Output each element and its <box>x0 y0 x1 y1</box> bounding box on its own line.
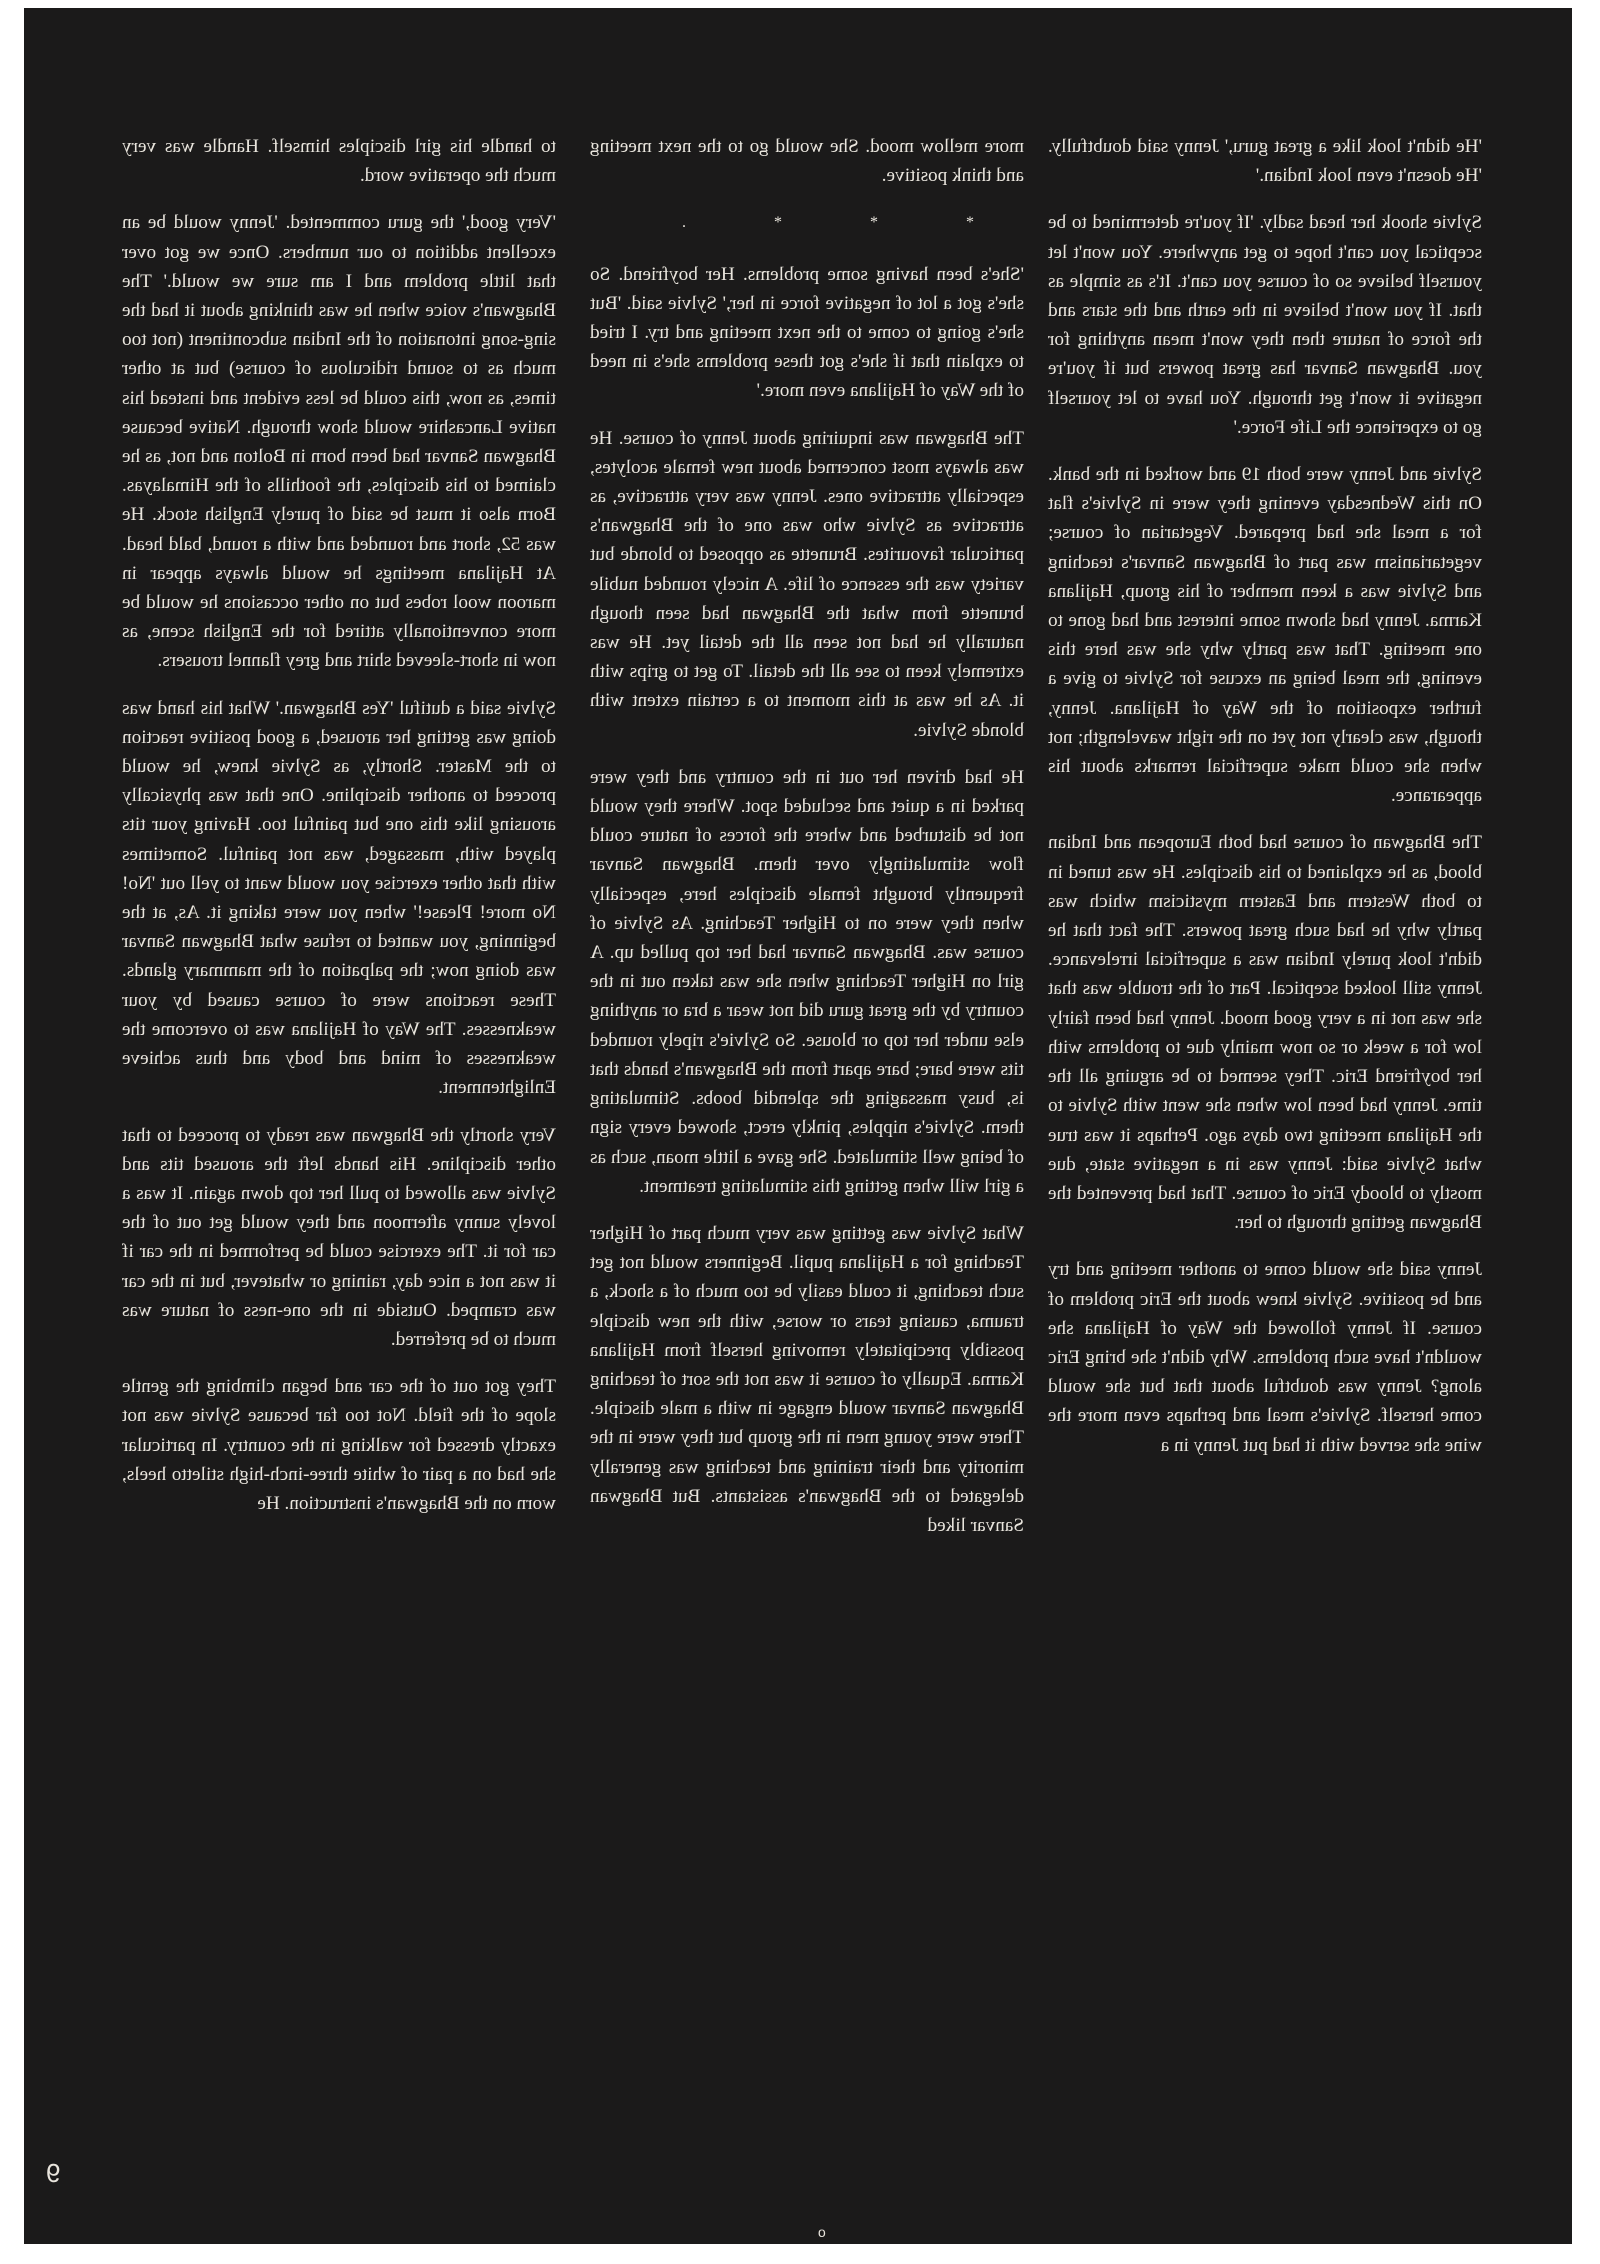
paragraph: Very shortly the Bhagwan was ready to proceed to that other discipline. His hands left the aroused tits and Sylvie was allowed to pull her top down again. It was a lovely sunny afternoon and they would get out of the car for it. The exercise could be performed in the car if it was not a nice day, raining or whatever, but in the car was cramped. Outside in the one-ness of nature was much to be preferred. <box>122 1124 556 1350</box>
section-separator: * * * . <box>640 214 974 232</box>
paragraph: What Sylvie was getting was very much part of Higher Teaching for a Hajilana pupil. Beginners would not get such teaching, it could easily be too much of a shock, a trauma, causing tears or worse, with the new disciple possibly precipitately removing herself from Hajilana Karma. Equally of course it was not the sort of teaching Bhagwan Sanvar would engage in with a male disciple. There were young men in the group but they were in the minority and their training and teaching was generally delegated to the Bhagwan's assistants. But Bhagwan Sanvar liked <box>590 1222 1024 1536</box>
page-number: 9 <box>46 2158 61 2188</box>
paragraph: Sylvie and Jenny were both 19 and worked in the bank. On this Wednesday evening they were in Sylvie's flat for a meal she had prepared. Vegetarian of course; vegetarianism was part of Bhagwan Sanvar's teaching and Sylvie was a keen member of his group, Hajilana Karma. Jenny had shown some interest and had gone to one meeting. That was partly why she was here this evening, the meal being an excuse for Sylvie to give a further exposition of the Way of Hajilana. Jenny, though, was clearly not yet on the right wavelength; not when she could make superficial remarks about his appearance. <box>1048 464 1482 807</box>
paragraph: The Bhagwan was inquiring about Jenny of course. He was always most concerned about new female acolytes, especially attractive ones. Jenny was very attractive, as attractive as Sylvie who was one of the Bhagwan's particular favourites. Brunette as opposed to blonde but variety was the essence of life. A nicely rounded nubile brunette from what the Bhagwan had seen though naturally he had not seen all the detail yet. He was extremely keen to see all the detail. To get to grips with it. As he was at this moment to a certain extent with blonde Sylvie. <box>590 427 1024 741</box>
text-column-3 <box>122 132 556 2130</box>
paragraph: The Bhagwan of course had both European and Indian blood, as he explained to his disciples. He was tuned in to both Western and Eastern mysticism which was partly why he had such great powers. The fact that he didn't look purely Indian was a superficial irrelevance. Jenny still looked sceptical. Part of the trouble was that she was not in a very good mood. Jenny had been fairly low for a week or so now mainly due to problems with her boyfriend Eric. They seemed to be arguing all the time. Jenny had been low when she went with Sylvie to the Hajilana meeting two days ago. Perhaps it was true what Sylvie said: Jenny was in a negative state, due mostly to bloody Eric of course. That had prevented the Bhagwan getting through to her. <box>1048 832 1482 1234</box>
paragraph: Sylvie said a dutiful 'Yes Bhagwan.' What his hand was doing was getting her aroused, a good positive reaction to the Master. Shortly, as Sylvie knew, he would proceed to another discipline. One that was physically arousing like this one but painful too. Having your tits played with, massaged, was not painful. Sometimes with that other exercise you would want to yell out 'No! No more! Please!' when you were taking it. As, at the beginning, you wanted to refuse what Bhagwan Sanvar was doing now; the palpation of the mammary glands. These reactions were of course caused by your weaknesses. The Way of Hajilana was to overcome the weaknesses of mind and body and thus achieve Enlightenment. <box>122 697 556 1099</box>
paragraph: 'He didn't look like a great guru,' Jenny said doubtfully. 'He doesn't even look Indian.' <box>1048 136 1482 187</box>
paragraph: to handle his girl disciples himself. Handle was very much the operative word. <box>122 136 556 187</box>
text-column-1 <box>1048 132 1482 2130</box>
paragraph: Sylvie shook her head sadly. 'If you're determined to be sceptical you can't hope to get anywhere. You won't let yourself believe so of course you can't. It's as simple as that. If you won't believe in the earth and the stars and the force of nature then they won't mean anything for you. Bhagwan Sanvar has great powers but if you're negative it won't get through. You have to let yourself go to experience the Life Force.' <box>1048 212 1482 438</box>
paragraph: 'Very good,' the guru commented. 'Jenny would be an excellent addition to our numbers. Once we got over that little problem and I am sure we would.' The Bhagwan's voice when he was thinking about it had the sing-song intonation of the Indian subcontinent (not too much as to sound ridiculous of course) but at other times, as now, this could be less evident and instead his native Lancashire would show through. Native because Bhagwan Sanvar had been born in Bolton and not, as he claimed to his disciples, the foothills of the Himalayas. Born also it must be said of purely English stock. He was 52, short and rounded and with a round, bald head. At Hajilana meetings he would always appear in maroon wool robes but on other occasions he would be more conventionally attired for the English scene, as now in short-sleeved shirt and grey flannel trousers. <box>122 212 556 672</box>
footer-mark: o <box>818 2224 826 2240</box>
mirrored-book-page <box>122 132 1482 2130</box>
paragraph: Jenny said she would come to another meeting and try and be positive. Sylvie knew about the Eric problem of course. If Jenny followed the Way of Hajilana she wouldn't have such problems. Why didn't she bring Eric along? Jenny was doubtful about that but she would come herself. Sylvie's meal and perhaps even more the wine she served with it had put Jenny in a <box>1048 1259 1482 1456</box>
paragraph: more mellow mood. She would go to the next meeting and think positive. <box>590 136 1024 187</box>
paragraph: He had driven her out in the country and they were parked in a quiet and secluded spot. Where they would not be disturbed and where the forces of nature could flow stimulatingly over them. Bhagwan Sanvar frequently brought female disciples here, especially when they were on to Higher Teaching. As Sylvie of course was. Bhagwan Sanvar had her top pulled up. A girl on Higher Teaching when she was taken out in the country by the great guru did not wear a bra or anything else under her top or blouse. So Sylvie's ripely rounded tits were bare; bare apart from the Bhagwan's hands that is, busy massaging the splendid boobs. Stimulating them. Sylvie's nipples, pinkly erect, showed every sign of being well stimulated. She gave a little moan, such as a girl will when getting this stimulating treatment. <box>590 766 1024 1197</box>
text-column-2 <box>590 132 1024 2130</box>
paragraph: 'She's been having some problems. Her boyfriend. So she's got a lot of negative force in her,' Sylvie said. 'But she's going to come to the next meeting and try. I tried to explain that if she's got these problems she's in need of the Way of Hajilana even more.' <box>590 263 1024 402</box>
paragraph: They got out of the car and began climbing the gentle slope of the field. Not too far because Sylvie was not exactly dressed for walking in the country. In particular she had on a pair of white three-inch-high stiletto heels, worn on the Bhagwan's instruction. He <box>122 1376 556 1514</box>
